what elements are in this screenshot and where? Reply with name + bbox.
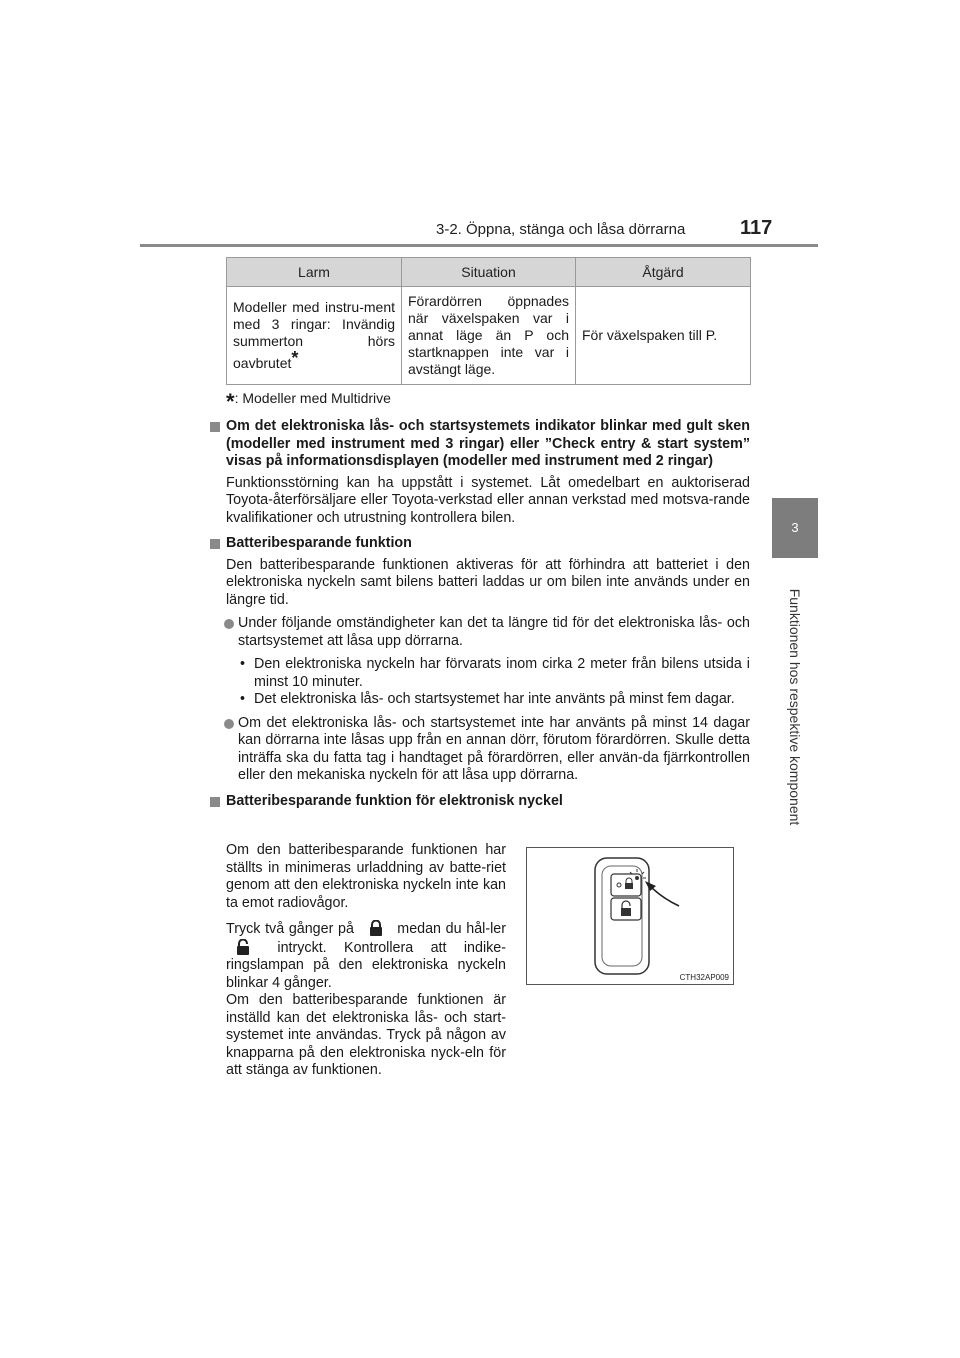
unlock-icon bbox=[236, 939, 250, 955]
sub-bullet: • bbox=[240, 691, 246, 707]
sub-list-item bbox=[210, 656, 750, 691]
chapter-label: Funktionen hos respektive komponent bbox=[787, 588, 803, 826]
paragraph-instructions bbox=[226, 920, 506, 992]
section-heading-text: Batteribesparande funktion bbox=[226, 535, 412, 551]
paragraph: Om den batteribesparande funktionen är inställd kan det elektroniska lås- och start-systemet inte användas. Tryck på någon av knapparna på den elektroniska nyck-eln för att stänga av funktionen. bbox=[226, 992, 506, 1078]
table-header-row bbox=[227, 258, 751, 287]
sub-list-item-text: Det elektroniska lås- och startsystemet har inte använts på minst fem dagar. bbox=[254, 691, 735, 707]
table-row bbox=[227, 287, 751, 385]
key-instructions bbox=[226, 842, 506, 1080]
list-item-text: Under följande omständigheter kan det ta längre tid för det elektroniska lås- och startsystemet att låsa upp dörrarna. bbox=[238, 615, 750, 649]
header-action: Åtgärd bbox=[576, 258, 751, 287]
cell-action: För växelspaken till P. bbox=[576, 287, 751, 385]
electronic-key-icon bbox=[527, 848, 733, 984]
figure-code: CTH32AP009 bbox=[679, 973, 729, 982]
footnote-text: : Modeller med Multidrive bbox=[234, 390, 391, 406]
circle-bullet-icon bbox=[224, 719, 234, 729]
sub-list-item-text: Den elektroniska nyckeln har förvarats inom cirka 2 meter från bilens utsida i minst 10 minuter. bbox=[254, 656, 750, 690]
header-alarm: Larm bbox=[227, 258, 402, 287]
section-heading-battery-saving bbox=[210, 535, 750, 553]
cell-alarm bbox=[227, 287, 402, 385]
section-heading-text: Batteribesparande funktion för elektronisk nyckel bbox=[226, 792, 563, 809]
section-heading-key-battery-saving bbox=[210, 793, 750, 811]
square-bullet-icon bbox=[210, 539, 220, 549]
paragraph: Den batteribesparande funktionen aktiveras för att förhindra att batteriet i den elektroniska nyckeln samt bilens batteri laddas ur om bilen inte används under en längre tid. bbox=[226, 556, 750, 608]
alarm-text: Modeller med instru-ment med 3 ringar: Invändig summerton hörs oavbrutet bbox=[233, 299, 395, 371]
section-heading-indicator bbox=[210, 418, 750, 471]
body-text bbox=[210, 418, 750, 810]
footnote-star: * bbox=[226, 389, 235, 414]
list-item bbox=[210, 615, 750, 650]
footnote-marker: * bbox=[291, 348, 299, 368]
header-situation: Situation bbox=[402, 258, 576, 287]
header-title: 3-2. Öppna, stänga och låsa dörrarna bbox=[436, 221, 686, 238]
lock-icon bbox=[369, 920, 383, 936]
section-heading-text: Om det elektroniska lås- och startsystemets indikator blinkar med gult sken (modeller med instrument med 3 ringar) eller ”Check entry & start system” visas på informationsdisplayen (modeller med instrument med 2 ringar) bbox=[226, 418, 750, 469]
electronic-key-illustration bbox=[526, 847, 734, 985]
circle-bullet-icon bbox=[224, 619, 234, 629]
instruction-text-c: intryckt. Kontrollera att indike-ringslampan på den elektroniska nyckeln blinkar 4 gånger. bbox=[226, 939, 506, 991]
square-bullet-icon bbox=[210, 797, 220, 807]
instruction-text-b: medan du hål-ler bbox=[397, 921, 506, 937]
page-number: 117 bbox=[740, 217, 773, 239]
cell-situation: Förardörren öppnades när växelspaken var i annat läge än P och startknappen inte var i avstängt läge. bbox=[402, 287, 576, 385]
chapter-tab: 3 bbox=[772, 498, 818, 558]
instruction-text-a: Tryck två gånger på bbox=[226, 921, 354, 937]
sub-bullet: • bbox=[240, 656, 246, 672]
paragraph: Funktionsstörning kan ha uppstått i systemet. Låt omedelbart en auktoriserad Toyota-återförsäljare eller Toyota-verkstad eller annan verkstad med motsva-rande kvalifikationer och utrustning kontrollera bilen. bbox=[226, 474, 750, 526]
alarm-table bbox=[226, 257, 751, 385]
paragraph: Om den batteribesparande funktionen har ställts in minimeras urladdning av batte-riet genom att den elektroniska nyckeln inte kan ta emot radiovågor. bbox=[226, 842, 506, 911]
list-item bbox=[210, 715, 750, 785]
square-bullet-icon bbox=[210, 422, 220, 432]
header-rule bbox=[140, 244, 818, 247]
sub-list-item bbox=[210, 691, 750, 709]
list-item-text: Om det elektroniska lås- och startsystemet inte har använts på minst 14 dagar kan dörrarna inte låsas upp från en annan dörr, förutom förardörren. Skulle detta inträffa ska du fatta tag i handtaget på förardörren, eller använ-da fjärrkontrollen eller den mekaniska nyckeln för att låsa upp dörrarna. bbox=[238, 714, 750, 783]
footnote bbox=[226, 389, 391, 415]
